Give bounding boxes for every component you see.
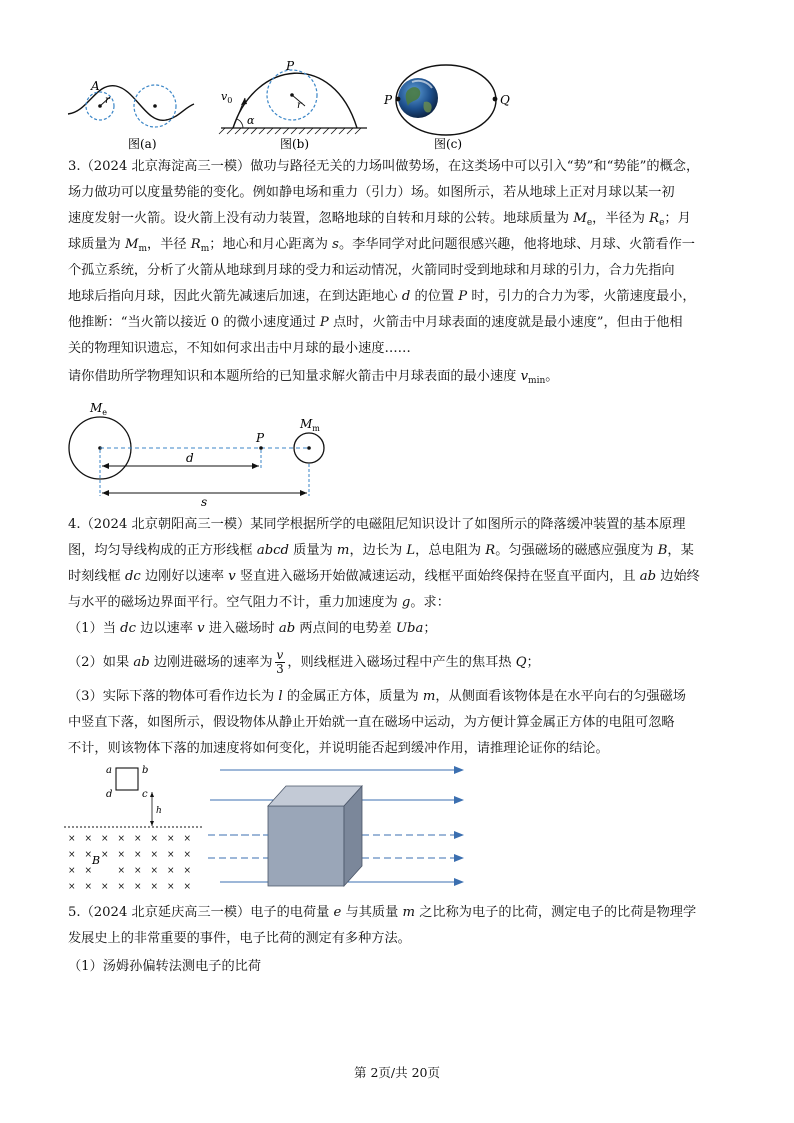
figure-a-label-A: A [91,79,100,93]
q5-line3: （1）汤姆孙偏转法测电子的比荷 [68,959,262,974]
q3-figure-label-d: d [186,451,194,465]
field-cross: × [150,866,159,876]
q3-figure-label-s: s [201,495,208,508]
magnetic-field-crosses [68,834,191,892]
field-cross: × [150,834,159,844]
q4-fig-label-d: d [106,789,113,800]
field-cross: × [183,882,192,892]
q3-line1: 3.（2024 北京海淀高三一模）做功与路径无关的力场叫做势场，在这类场中可以引入“势”和“势能”的概念， [68,159,700,174]
figure-b-label-P: P [286,59,295,73]
figure-b-label-r: r [297,100,302,111]
field-cross: × [68,850,76,860]
q3-line6: 地球后指向月球，因此火箭先减速后加速，在到达距地心 d 的位置 P 时，引力的合力为零，火箭速度最小， [68,289,696,304]
q3-line8: 关的物理知识遗忘，不知如何求出击中月球的最小速度…… [68,341,411,356]
q3-figure-label-Mm: $M_m$ [300,417,320,433]
field-cross: × [117,866,126,876]
field-cross: × [101,850,109,860]
q4-cube-field-figure [200,760,480,890]
field-cross: × [84,850,93,860]
page-footer: 第 2页/共 20页 [353,1065,441,1080]
figure-c-caption: 图(c) [434,137,463,151]
q3-line3: 速度发射一火箭。设火箭上没有动力装置，忽略地球的自转和月球的公转。地球质量为 $M_e$，半径为 $R_e$；月 [68,211,691,228]
field-cross: × [167,834,175,844]
field-cross: × [134,850,142,860]
field-cross: × [167,850,175,860]
q3-figure-label-Me: $M_e$ [90,401,108,417]
figure-a-label-r: r [105,95,110,106]
field-cross: × [68,834,76,844]
field-cross: × [183,834,192,844]
q4-part3-line3: 不计，则该物体下落的加速度将如何变化，并说明能否起到缓冲作用，请推理论证你的结论。 [68,741,609,756]
field-cross: × [183,866,192,876]
field-cross: × [183,850,192,860]
q4-part1: （1）当 dc 边以速率 v 进入磁场时 ab 两点间的电势差 Uba； [68,621,437,636]
field-cross: × [117,882,126,892]
q4-frame-field-figure [62,760,212,896]
q3-line5: 个孤立系统，分析了火箭从地球到月球的受力和运动情况，火箭同时受到地球和月球的引力，合力先指向 [68,263,675,278]
figure-c-label-Q: Q [500,93,510,107]
q5-line2: 发展史上的非常重要的事件，电子比荷的测定有多种方法。 [68,931,411,946]
figure-b-label-v0: $v_0$ [221,90,233,105]
field-cross: × [84,834,93,844]
field-cross: × [117,834,126,844]
field-cross: × [150,882,159,892]
q4-fig-label-B: B [92,854,101,867]
q4-part3-line1: （3）实际下落的物体可看作边长为 l 的金属正方体，质量为 m，从侧面看该物体是在水平向右的匀强磁场 [68,689,686,704]
figure-b-caption: 图(b) [280,137,310,150]
figure-c [380,62,520,152]
q3-line4: 球质量为 $M_m$，半径 $R_m$；地心和月心距离为 s。李华同学对此问题很感兴趣，他将地球、月球、火箭看作一 [68,237,695,254]
fraction-v-over-3: $\frac{v}{3}$ [276,648,284,676]
q3-earth-moon-figure [62,398,342,508]
field-cross: × [101,834,109,844]
q4-part3-line2: 中竖直下落，如图所示，假设物体从静止开始就一直在磁场中运动，为方便计算金属正方体的电阻可忽略 [68,715,675,730]
field-cross: × [134,882,142,892]
q4-line4: 与水平的磁场边界面平行。空气阻力不计，重力加速度为 g。求： [68,595,450,610]
figure-b [215,58,375,150]
field-cross: × [150,850,159,860]
q4-line3: 时刻线框 dc 边刚好以速率 v 竖直进入磁场开始做减速运动，线框平面始终保持在竖直平面内，且 ab 边始终 [68,569,700,584]
q3-figure-label-P: P [256,431,265,445]
field-cross: × [167,866,175,876]
field-cross: × [134,834,142,844]
field-cross: × [134,866,142,876]
q5-line1: 5.（2024 北京延庆高三一模）电子的电荷量 e 与其质量 m 之比称为电子的比荷，测定电子的比荷是物理学 [68,905,697,920]
q4-fig-label-h: h [156,806,162,816]
q4-fig-label-a: a [106,765,112,776]
figure-a [66,64,196,150]
q4-part2: （2）如果 ab 边刚进磁场的速率为 $\frac{v}{3}$ ，则线框进入磁场过程中产生的焦耳热 Q； [68,648,540,676]
q4-line1: 4.（2024 北京朝阳高三一模）某同学根据所学的电磁阻尼知识设计了如图所示的降落缓冲装置的基本原理 [68,517,686,532]
figure-a-caption: 图(a) [128,137,157,150]
q4-fig-label-c: c [142,789,148,800]
field-cross: × [84,866,93,876]
q4-fig-label-b: b [142,765,149,776]
figure-c-label-P: P [384,93,393,107]
q4-line2: 图，均匀导线构成的正方形线框 abcd 质量为 m，边长为 L，总电阻为 R。匀强磁场的磁感应强度为 B，某 [68,543,694,558]
field-cross: × [101,882,109,892]
field-cross: × [68,882,76,892]
figure-b-label-alpha: α [247,114,255,127]
field-cross: × [167,882,175,892]
field-cross: × [68,866,76,876]
q3-line7: 他推断：“当火箭以接近 0 的微小速度通过 P 点时，火箭击中月球表面的速度就是最小速度”，但由于他相 [68,315,683,330]
field-cross: × [117,850,126,860]
field-cross: × [84,882,93,892]
q3-line9: 请你借助所学物理知识和本题所给的已知量求解火箭击中月球表面的最小速度 $v_{min}$。 [68,369,559,386]
q3-line2: 场力做功可以度量势能的变化。例如静电场和重力（引力）场。如图所示，若从地球上正对月球以某一初 [68,185,675,200]
